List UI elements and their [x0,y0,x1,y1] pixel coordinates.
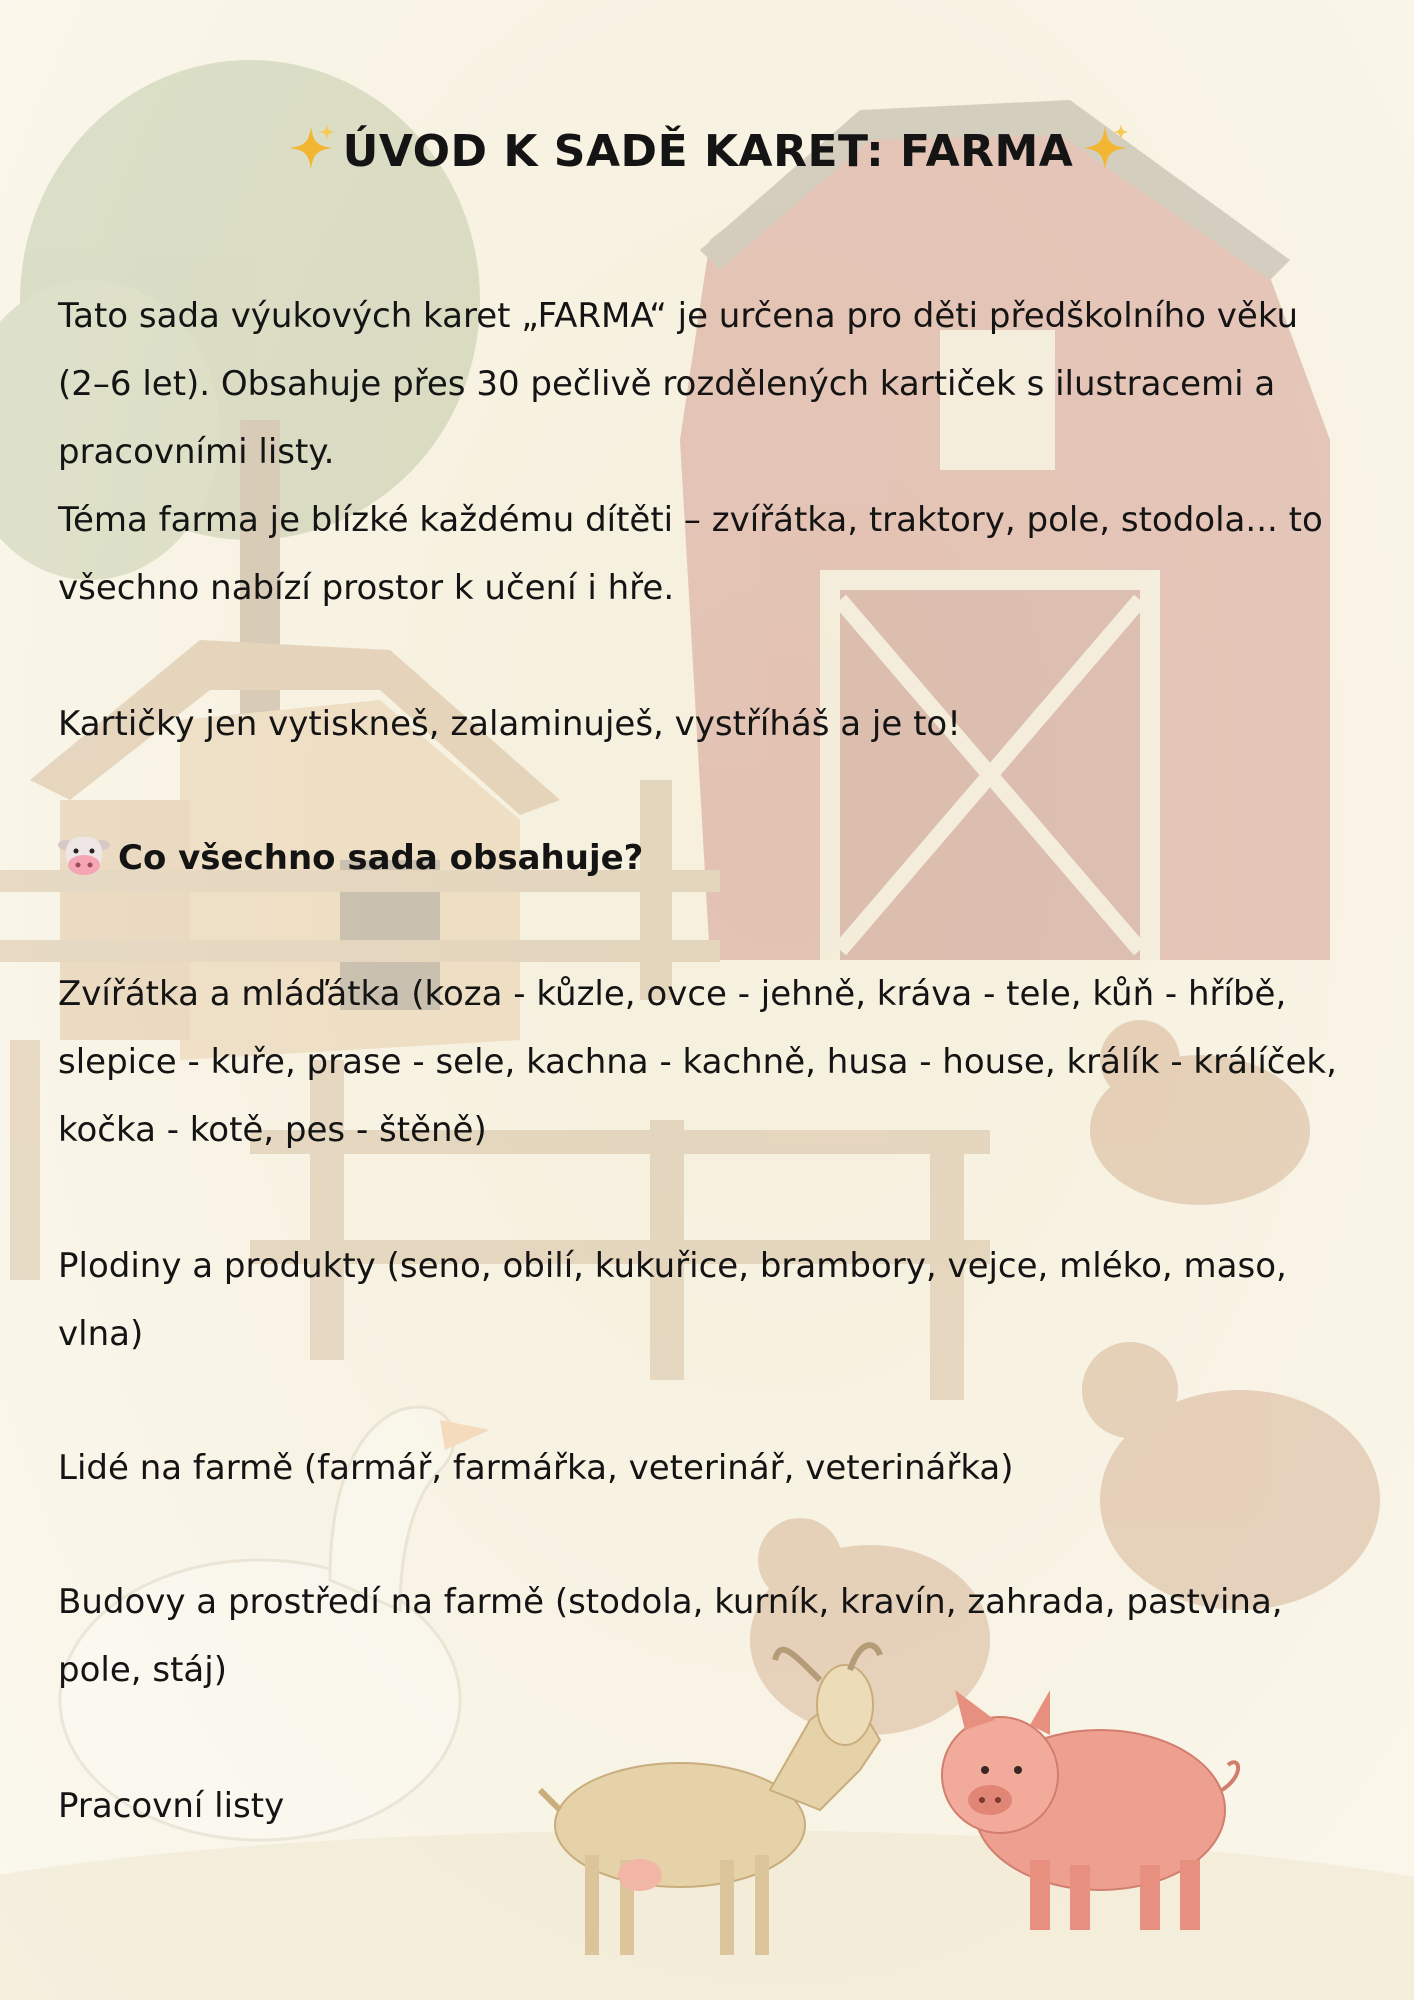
sparkles-icon [1079,122,1131,174]
list-item: Plodiny a produkty (seno, obilí, kukuřice, brambory, vejce, mléko, maso, vlna) [58,1246,1287,1354]
list-item: Lidé na farmě (farmář, farmářka, veterinář, veterinářka) [58,1448,1014,1488]
list-item: Budovy a prostředí na farmě (stodola, kurník, kravín, zahrada, pastvina, pole, stáj) [58,1582,1283,1690]
page-title-text: ÚVOD K SADĚ KARET: FARMA [342,126,1074,177]
cow-face-icon [58,833,110,877]
list-item: Zvířátka a mláďátka (koza - kůzle, ovce - jehně, kráva - tele, kůň - hříbě, slepice - kuře, prase - sele, kachna - kachně, husa - house, králík - králíček, kočka - kotě, pes - štěně) [58,974,1337,1150]
page-title [58,122,1358,177]
intro-paragraph: Kartičky jen vytiskneš, zalaminuješ, vystříháš a je to! [58,704,961,744]
intro-paragraph: Téma farma je blízké každému dítěti – zvířátka, traktory, pole, stodola... to všechno nabízí prostor k učení i hře. [58,500,1323,608]
list-item: Pracovní listy [58,1786,285,1826]
section-heading [58,824,1358,892]
intro-paragraph: Tato sada výukových karet „FARMA“ je určena pro děti předškolního věku (2–6 let). Obsahuje přes 30 pečlivě rozdělených kartiček s ilustracemi a pracovními listy. [58,296,1299,472]
section-heading-text: Co všechno sada obsahuje? [118,838,644,878]
sparkles-icon [285,122,337,174]
